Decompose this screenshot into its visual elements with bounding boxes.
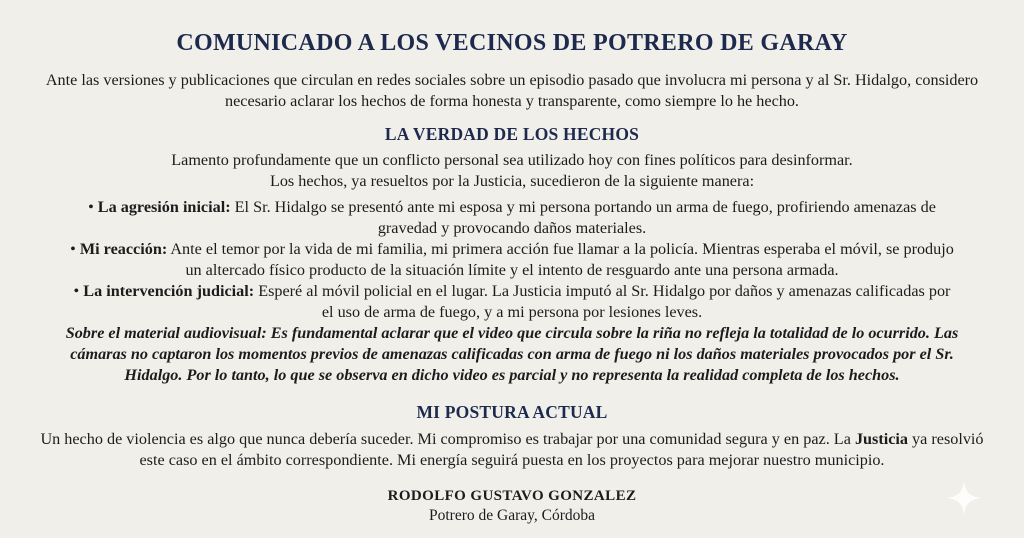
bullet-label: La intervención judicial: bbox=[83, 282, 255, 300]
section-heading-facts: LA VERDAD DE LOS HECHOS bbox=[384, 124, 640, 144]
bullet-label: La agresión inicial: bbox=[97, 198, 231, 216]
stance-text-1: Un hecho de violencia es algo que nunca debería suceder. Mi compromiso es trabajar por una comunidad segura y en paz. La bbox=[40, 430, 855, 448]
stance-text-2: ya resolvió este caso en el ámbito correspondiente. Mi energía seguirá puesta en los proyectos para mejorar nuestro municipio. bbox=[139, 430, 984, 469]
lament-line-1: Lamento profundamente que un conflicto personal sea utilizado hoy con fines políticos para desinformar. bbox=[171, 151, 853, 169]
audiovisual-note: Sobre el material audiovisual: Es fundamental aclarar que el video que circula sobre la riña no refleja la totalidad de lo ocurrido. Las cámaras no captaron los momentos previos de amenazas calificadas con arma de fuego ni los daños materiales provocados por el Sr. Hidalgo. Por lo tanto, lo que se observa en dicho video es parcial y no representa la realidad completa de los hechos. bbox=[65, 324, 959, 384]
bullet-label: Mi reacción: bbox=[79, 240, 168, 258]
bullet-item: • Mi reacción: Ante el temor por la vida de mi familia, mi primera acción fue llamar a la policía. Mientras esperaba el móvil, se produjo un altercado físico producto de la situación límite y el intento de resguardo ante una persona armada. bbox=[70, 240, 954, 279]
stance-paragraph bbox=[40, 429, 984, 471]
stance-bold-justicia: Justicia bbox=[854, 430, 908, 448]
bullet-text: Esperé al móvil policial en el lugar. La Justicia imputó al Sr. Hidalgo por daños y amenazas calificadas por el uso de arma de fuego, y a mi persona por lesiones leves. bbox=[254, 282, 951, 321]
bullet-text: El Sr. Hidalgo se presentó ante mi esposa y mi persona portando un arma de fuego, profiriendo amenazas de gravedad y provocando daños materiales. bbox=[230, 198, 936, 237]
intro-paragraph: Ante las versiones y publicaciones que circulan en redes sociales sobre un episodio pasado que involucra mi persona y al Sr. Hidalgo, considero necesario aclarar los hechos de forma honesta y transparente, como siempre lo he hecho. bbox=[45, 71, 979, 110]
facts-bullet-list bbox=[70, 197, 954, 323]
lament-paragraph bbox=[40, 150, 984, 192]
bullet-item: • La intervención judicial: Esperé al móvil policial en el lugar. La Justicia imputó al Sr. Hidalgo por daños y amenazas calificadas por el uso de arma de fuego, y a mi persona por lesiones leves. bbox=[73, 282, 951, 321]
signature-place: Potrero de Garay, Córdoba bbox=[429, 507, 595, 524]
bullet-item: • La agresión inicial: El Sr. Hidalgo se presentó ante mi esposa y mi persona portando un arma de fuego, profiriendo amenazas de gravedad y provocando daños materiales. bbox=[88, 198, 936, 237]
bullet-text: Ante el temor por la vida de mi familia, mi primera acción fue llamar a la policía. Mientras esperaba el móvil, se produjo un altercado físico producto de la situación límite y el intento de resguardo ante una persona armada. bbox=[167, 240, 954, 279]
signature-name: RODOLFO GUSTAVO GONZALEZ bbox=[387, 488, 637, 504]
document-title: COMUNICADO A LOS VECINOS DE POTRERO DE GARAY bbox=[176, 30, 848, 56]
section-heading-stance: MI POSTURA ACTUAL bbox=[416, 402, 608, 422]
sparkle-icon bbox=[944, 478, 984, 518]
lament-line-2: Los hechos, ya resueltos por la Justicia, sucedieron de la siguiente manera: bbox=[269, 172, 755, 190]
